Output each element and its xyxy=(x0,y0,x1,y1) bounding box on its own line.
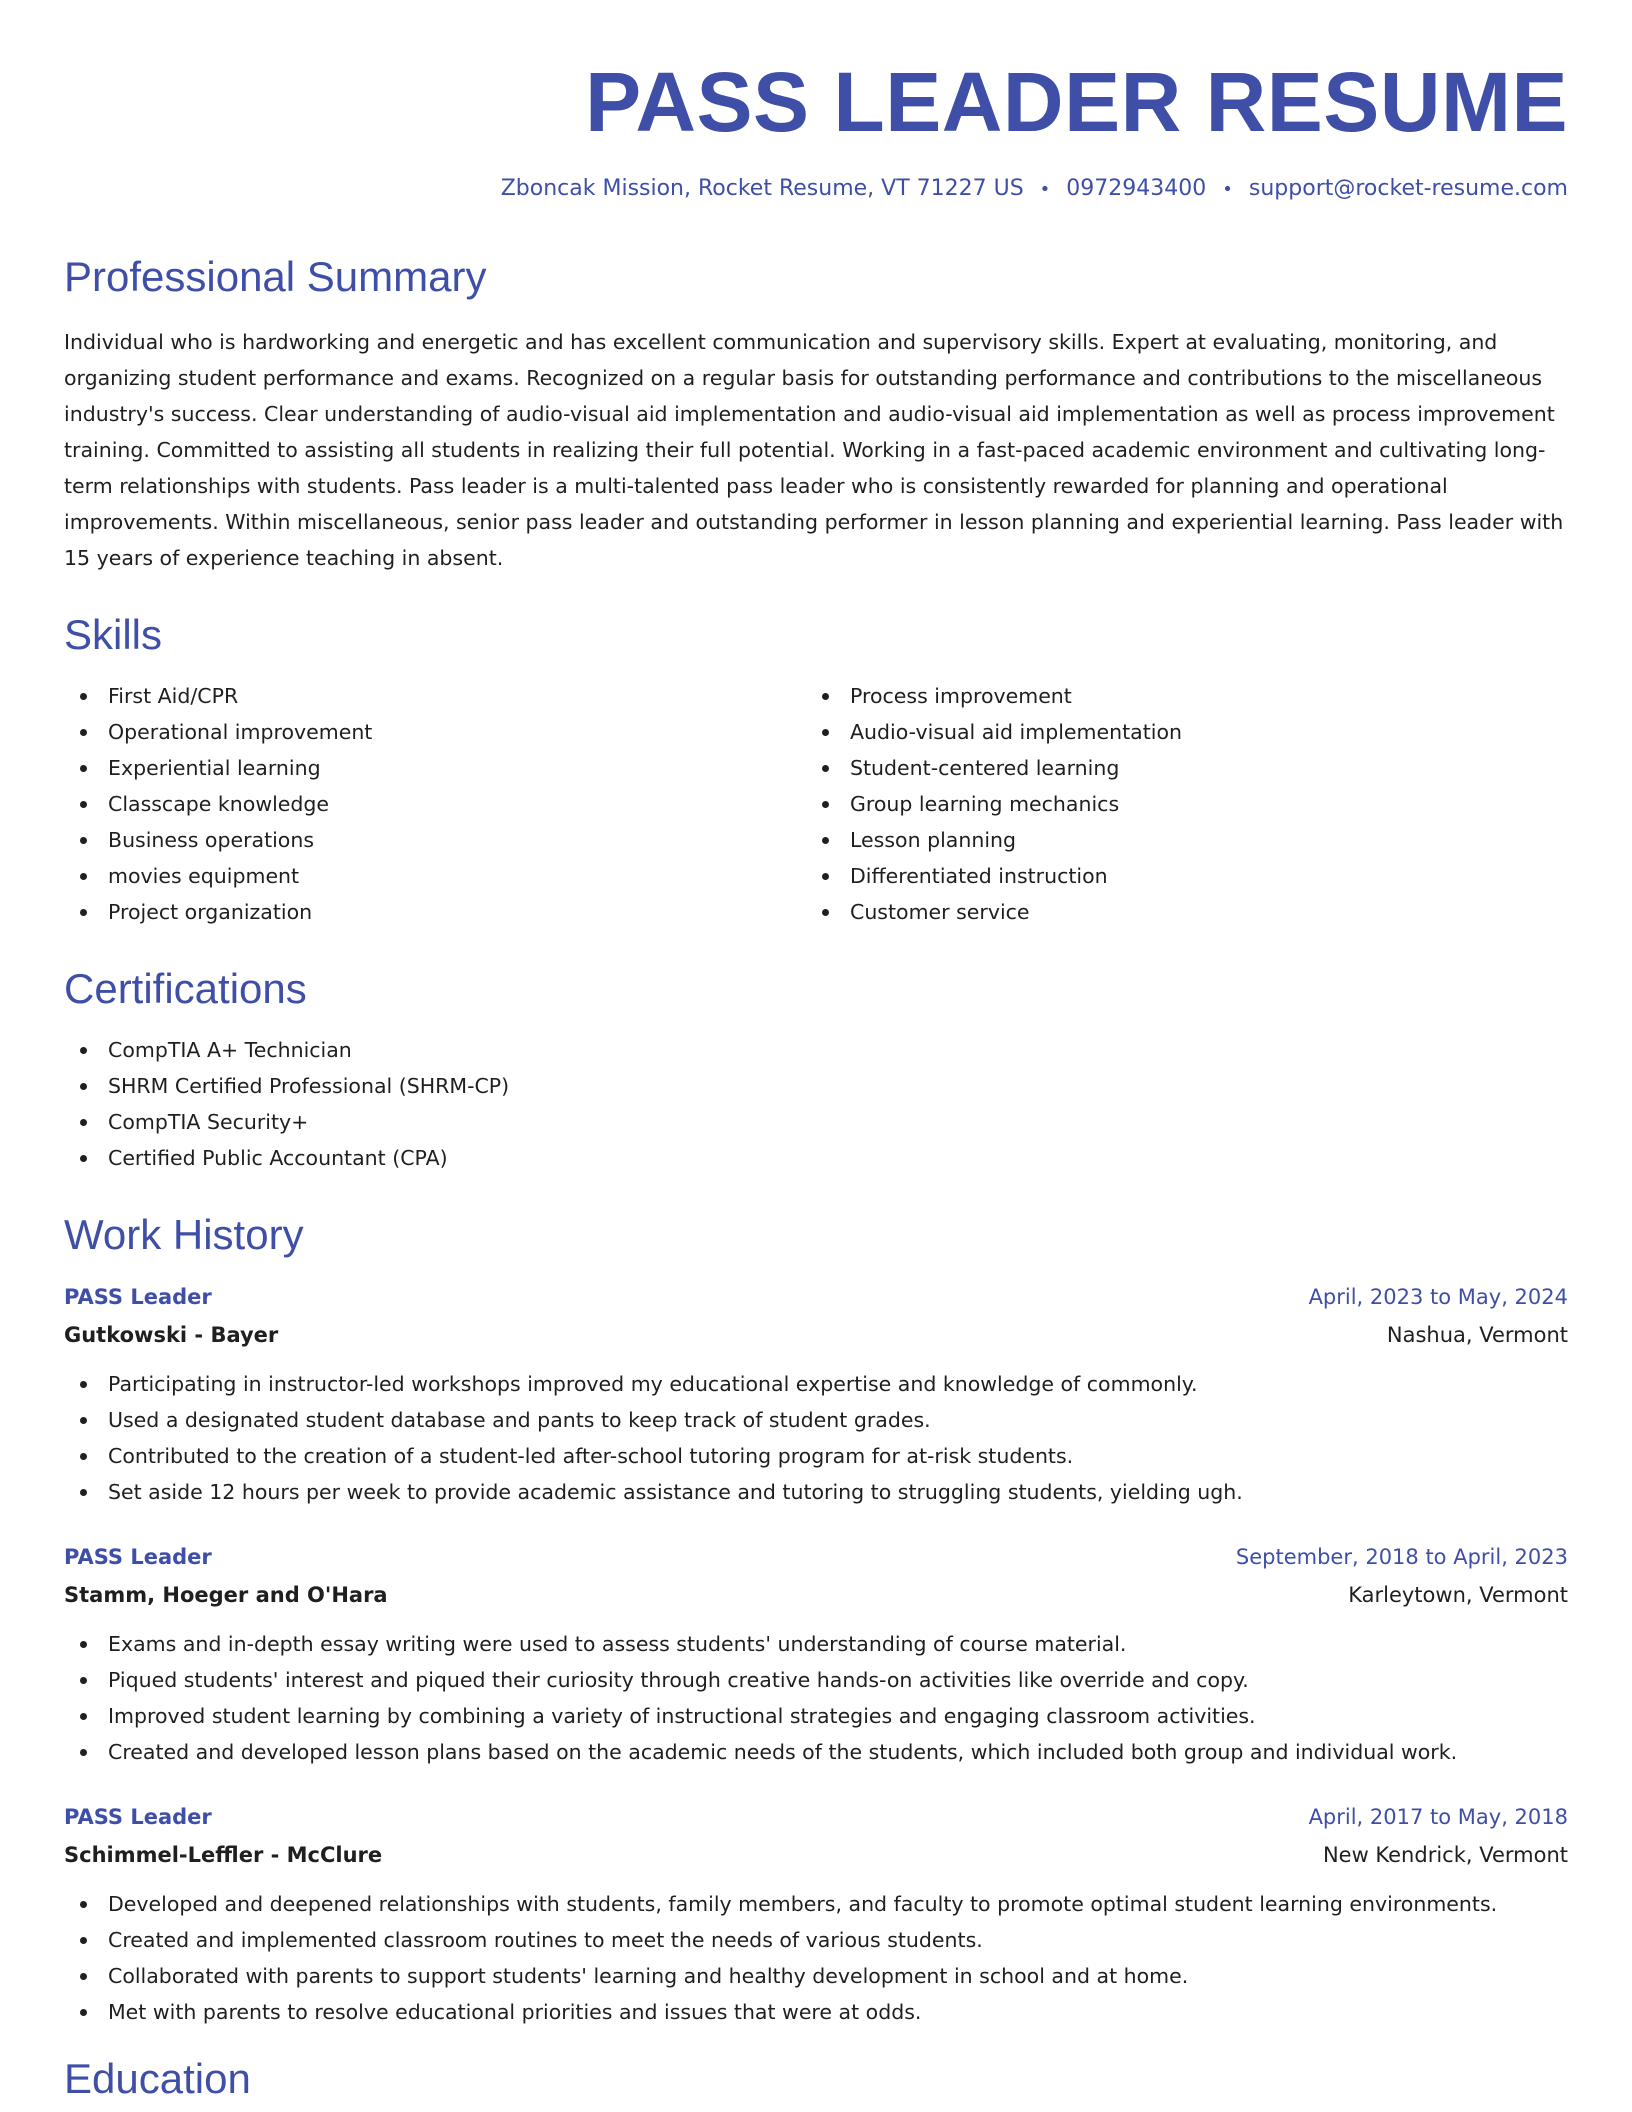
certification-item: CompTIA Security+ xyxy=(64,1104,1568,1140)
skill-item: Experiential learning xyxy=(64,750,806,786)
job-location: New Kendrick, Vermont xyxy=(1322,1843,1568,1867)
resume-name: PASS LEADER RESUME xyxy=(585,55,1568,149)
job-entry xyxy=(64,1538,1568,1770)
contact-separator: • xyxy=(1039,179,1051,200)
skill-item: Customer service xyxy=(806,894,1548,930)
job-bullet: Used a designated student database and pants to keep track of student grades. xyxy=(64,1402,1568,1438)
skill-item: Process improvement xyxy=(806,678,1548,714)
job-bullet: Exams and in-depth essay writing were used to assess students' understanding of course material. xyxy=(64,1626,1568,1662)
skill-item: Group learning mechanics xyxy=(806,786,1548,822)
skill-item: Classcape knowledge xyxy=(64,786,806,822)
job-bullet: Participating in instructor-led workshops improved my educational expertise and knowledge of commonly. xyxy=(64,1366,1568,1402)
job-title: PASS Leader xyxy=(64,1545,212,1569)
certification-item: CompTIA A+ Technician xyxy=(64,1032,1568,1068)
skill-item: Differentiated instruction xyxy=(806,858,1548,894)
contact-line xyxy=(64,178,1568,200)
skills-heading: Skills xyxy=(64,611,163,658)
job-bullet: Contributed to the creation of a student-led after-school tutoring program for at-risk students. xyxy=(64,1438,1568,1474)
skill-item: Project organization xyxy=(64,894,806,930)
job-dates: April, 2017 to May, 2018 xyxy=(1308,1805,1568,1829)
contact-phone: 0972943400 xyxy=(1066,176,1207,201)
skill-item: Audio-visual aid implementation xyxy=(806,714,1548,750)
skill-item: First Aid/CPR xyxy=(64,678,806,714)
job-entry xyxy=(64,1798,1568,2030)
skills-list-right xyxy=(806,678,1548,930)
contact-separator: • xyxy=(1222,179,1233,200)
job-company: Stamm, Hoeger and O'Hara xyxy=(64,1583,388,1607)
job-bullet: Met with parents to resolve educational priorities and issues that were at odds. xyxy=(64,1994,1568,2030)
job-bullet: Developed and deepened relationships with students, family members, and faculty to promote optimal student learning environments. xyxy=(64,1886,1568,1922)
job-title: PASS Leader xyxy=(64,1285,212,1309)
contact-email: support@rocket-resume.com xyxy=(1248,176,1568,201)
contact-address: Zboncak Mission, Rocket Resume, VT 71227 US xyxy=(500,176,1024,201)
job-bullet: Created and implemented classroom routines to meet the needs of various students. xyxy=(64,1922,1568,1958)
job-bullet: Improved student learning by combining a variety of instructional strategies and engaging classroom activities. xyxy=(64,1698,1568,1734)
job-location: Karleytown, Vermont xyxy=(1348,1583,1568,1607)
skill-item: Lesson planning xyxy=(806,822,1548,858)
job-title: PASS Leader xyxy=(64,1805,212,1829)
work-history-heading: Work History xyxy=(64,1211,304,1258)
certification-item: SHRM Certified Professional (SHRM-CP) xyxy=(64,1068,1568,1104)
summary-heading: Professional Summary xyxy=(64,253,487,300)
certifications-heading: Certifications xyxy=(64,965,307,1012)
job-bullet: Piqued students' interest and piqued their curiosity through creative hands-on activities like override and copy. xyxy=(64,1662,1568,1698)
skill-item: Operational improvement xyxy=(64,714,806,750)
skills-list-left xyxy=(64,678,806,930)
skill-item: Student-centered learning xyxy=(806,750,1548,786)
job-company: Schimmel-Leffler - McClure xyxy=(64,1843,383,1867)
job-company: Gutkowski - Bayer xyxy=(64,1323,279,1347)
job-bullet: Set aside 12 hours per week to provide academic assistance and tutoring to struggling students, yielding ugh. xyxy=(64,1474,1568,1510)
job-bullets xyxy=(64,1886,1568,2030)
summary-text: Individual who is hardworking and energetic and has excellent communication and supervisory skills. Expert at evaluating, monitoring, and organizing student performance and exams. Recognized on a regular basis for outstanding performance and contributions to the miscellaneous industry's success. Clear understanding of audio-visual aid implementation and audio-visual aid implementation as well as process improvement training. Committed to assisting all students in realizing their full potential. Working in a fast-paced academic environment and cultivating long-term relationships with students. Pass leader is a multi-talented pass leader who is consistently rewarded for planning and operational improvements. Within miscellaneous, senior pass leader and outstanding performer in lesson planning and experiential learning. Pass leader with 15 years of experience teaching in absent. xyxy=(64,330,1564,570)
job-bullet: Created and developed lesson plans based on the academic needs of the students, which included both group and individual work. xyxy=(64,1734,1568,1770)
skill-item: Business operations xyxy=(64,822,806,858)
job-entry xyxy=(64,1278,1568,1510)
job-location: Nashua, Vermont xyxy=(1386,1323,1568,1347)
certifications-list xyxy=(64,1032,1568,1176)
skill-item: movies equipment xyxy=(64,858,806,894)
skills-grid xyxy=(64,678,1568,930)
certification-item: Certified Public Accountant (CPA) xyxy=(64,1140,1568,1176)
education-heading: Education xyxy=(64,2055,251,2102)
job-bullet: Collaborated with parents to support students' learning and healthy development in school and at home. xyxy=(64,1958,1568,1994)
job-dates: April, 2023 to May, 2024 xyxy=(1308,1285,1568,1309)
job-bullets xyxy=(64,1626,1568,1770)
job-dates: September, 2018 to April, 2023 xyxy=(1235,1545,1568,1569)
job-bullets xyxy=(64,1366,1568,1510)
